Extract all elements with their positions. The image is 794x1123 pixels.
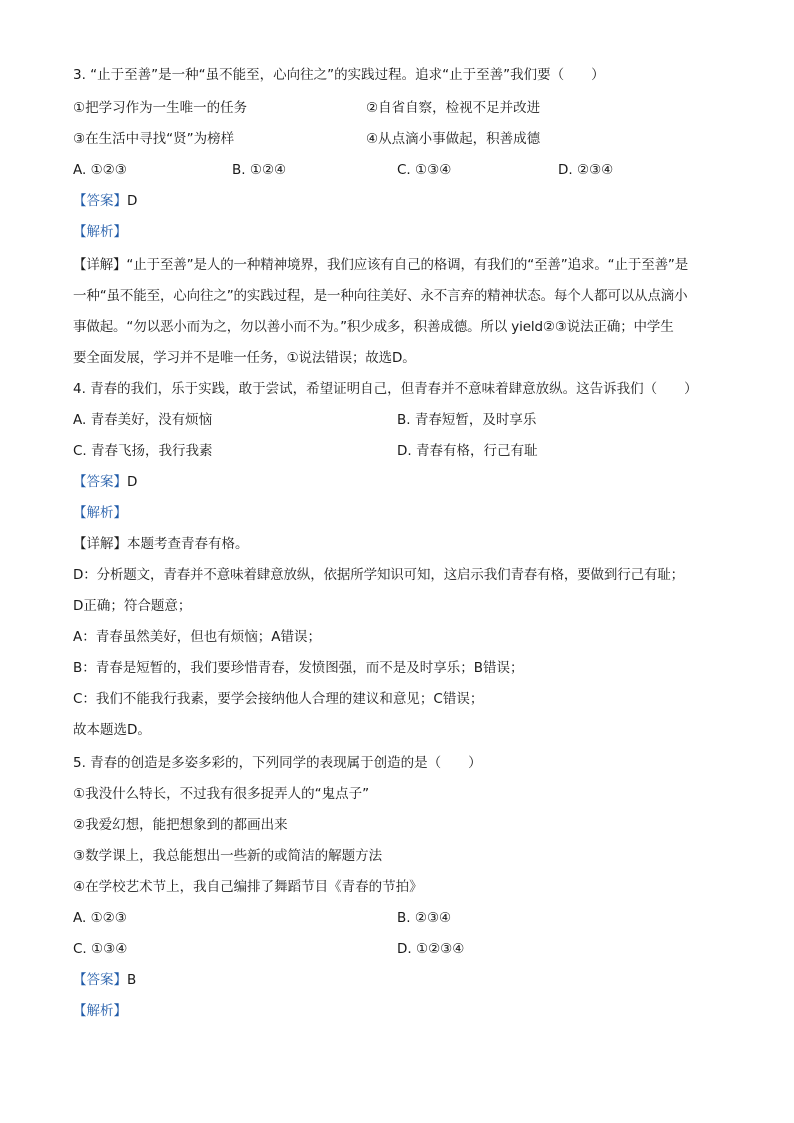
q5-answer xyxy=(73,971,136,989)
analysis-tag: 【解析】 xyxy=(73,1003,127,1019)
detail-tag: 【详解】 xyxy=(73,536,127,552)
q3-option-1: ①把学习作为一生唯一的任务 xyxy=(73,100,248,116)
q5-option-4: ④在学校艺术节上，我自己编排了舞蹈节目《青春的节拍》 xyxy=(73,879,423,895)
answer-value: D xyxy=(127,474,138,490)
q3-option-3: ③在生活中寻找“贤”为榜样 xyxy=(73,131,235,147)
q3-stem: 3. “止于至善”是一种“虽不能至，心向往之”的实践过程。追求“止于至善”我们要（ ） xyxy=(73,67,605,83)
answer-tag: 【答案】 xyxy=(73,193,127,209)
q5-choice-d: D. ①②③④ xyxy=(397,941,465,957)
q4-detail-intro xyxy=(73,535,249,553)
q3-detail-line-4: 要全面发展，学习并不是唯一任务，①说法错误；故选D。 xyxy=(73,350,416,366)
analysis-tag: 【解析】 xyxy=(73,505,127,521)
analysis-tag: 【解析】 xyxy=(73,224,127,240)
q3-detail-line-2: 一种“虽不能至，心向往之”的实践过程，是一种向往美好、永不言弃的精神状态。每个人都可以从点滴小 xyxy=(73,288,688,304)
q3-choice-b: B. ①②④ xyxy=(232,162,287,178)
q5-option-2: ②我爱幻想，能把想象到的都画出来 xyxy=(73,817,288,833)
q3-detail-line-1 xyxy=(73,256,688,274)
q5-stem: 5. 青春的创造是多姿多彩的，下列同学的表现属于创造的是（ ） xyxy=(73,755,482,771)
q4-answer xyxy=(73,473,137,491)
q4-analysis-tag xyxy=(73,504,127,522)
q4-detail-d: D：分析题文，青春并不意味着肆意放纵，依据所学知识可知，这启示我们青春有格，要做到行己有耻； xyxy=(73,567,684,583)
q5-choice-c: C. ①③④ xyxy=(73,941,128,957)
answer-value: B xyxy=(127,972,137,988)
q4-detail-d-cont: D正确；符合题意； xyxy=(73,598,192,614)
q5-analysis-tag xyxy=(73,1002,127,1020)
q5-option-3: ③数学课上，我总能想出一些新的或简洁的解题方法 xyxy=(73,848,383,864)
q4-choice-a: A. 青春美好，没有烦恼 xyxy=(73,412,213,428)
q3-option-2: ②自省自察，检视不足并改进 xyxy=(366,100,541,116)
q4-detail-b: B：青春是短暂的，我们要珍惜青春，发愤图强，而不是及时享乐；B错误； xyxy=(73,660,524,676)
q3-answer xyxy=(73,192,137,210)
q3-choice-d: D. ②③④ xyxy=(558,162,614,178)
q3-analysis-tag xyxy=(73,223,127,241)
answer-tag: 【答案】 xyxy=(73,972,127,988)
q5-option-1: ①我没什么特长，不过我有很多捉弄人的“鬼点子” xyxy=(73,786,370,802)
q4-choice-d: D. 青春有格，行己有耻 xyxy=(397,443,538,459)
q4-choice-c: C. 青春飞扬，我行我素 xyxy=(73,443,213,459)
q4-detail-a: A：青春虽然美好，但也有烦恼；A错误； xyxy=(73,629,321,645)
detail-text: “止于至善”是人的一种精神境界，我们应该有自己的格调，有我们的“至善”追求。“止于至善”是 xyxy=(126,257,689,273)
q3-choice-a: A. ①②③ xyxy=(73,162,127,178)
q4-stem: 4. 青春的我们，乐于实践，敢于尝试，希望证明自己，但青春并不意味着肆意放纵。这告诉我们（ ） xyxy=(73,381,698,397)
q4-choice-b: B. 青春短暂，及时享乐 xyxy=(397,412,537,428)
detail-tag: 【详解】 xyxy=(73,257,127,273)
q3-choice-c: C. ①③④ xyxy=(397,162,452,178)
q4-detail-conclusion: 故本题选D。 xyxy=(73,722,151,738)
detail-text: 本题考查青春有格。 xyxy=(127,536,249,552)
q4-detail-c: C：我们不能我行我素，要学会接纳他人合理的建议和意见；C错误； xyxy=(73,691,484,707)
answer-tag: 【答案】 xyxy=(73,474,127,490)
answer-value: D xyxy=(127,193,138,209)
q3-option-4: ④从点滴小事做起，积善成德 xyxy=(366,131,541,147)
q5-choice-b: B. ②③④ xyxy=(397,910,452,926)
q5-choice-a: A. ①②③ xyxy=(73,910,127,926)
q3-detail-line-3: 事做起。“勿以恶小而为之，勿以善小而不为。”积少成多，积善成德。所以 yield②③说法正确；中学生 xyxy=(73,319,674,335)
